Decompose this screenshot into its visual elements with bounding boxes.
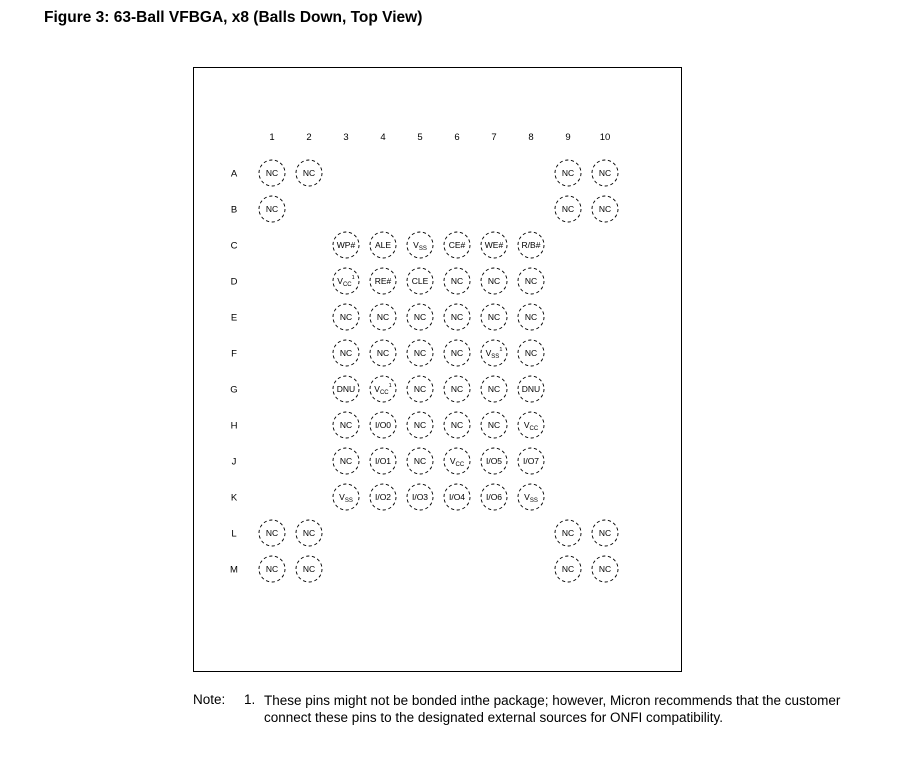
ball-outline (444, 448, 470, 474)
ball-label: NC (339, 456, 353, 467)
ball-label: $V_{CC}$ (449, 456, 465, 469)
ball-M1 (259, 556, 285, 582)
ball-E8 (518, 304, 544, 330)
ball-C5 (407, 232, 433, 258)
ball-L10 (592, 520, 618, 546)
ball-C8 (518, 232, 544, 258)
ball-H4 (370, 412, 396, 438)
ball-label: NC (265, 564, 279, 575)
ball-L1 (259, 520, 285, 546)
ball-label: NC (302, 528, 316, 539)
row-label-K: K (230, 492, 238, 504)
column-label-2: 2 (306, 132, 312, 143)
column-label-6: 6 (454, 132, 460, 143)
ball-K8 (518, 484, 544, 510)
ball-M10 (592, 556, 618, 582)
ball-label: DNU (521, 384, 541, 395)
ball-J6 (444, 448, 470, 474)
ball-G5 (407, 376, 433, 402)
ball-label: I/O1 (374, 456, 392, 467)
ball-H5 (407, 412, 433, 438)
column-label-7: 7 (491, 132, 497, 143)
ball-label: NC (450, 348, 464, 359)
ball-label: $V_{CC}^1$ (337, 275, 355, 289)
ball-label: I/O2 (374, 492, 392, 503)
column-label-4: 4 (380, 132, 386, 143)
ball-label: WE# (484, 240, 504, 251)
ball-G6 (444, 376, 470, 402)
ball-D4 (370, 268, 396, 294)
row-label-B: B (230, 204, 238, 216)
row-label-J: J (231, 456, 237, 468)
ball-C3 (333, 232, 359, 258)
ball-J7 (481, 448, 507, 474)
ball-A2 (296, 160, 322, 186)
note-text: These pins might not be bonded inthe package; however, Micron recommends that the customer connect these pins to the designated external sources for ONFI compatibility. (264, 693, 841, 725)
ball-L9 (555, 520, 581, 546)
ball-E4 (370, 304, 396, 330)
ball-label: NC (413, 348, 427, 359)
ball-label: NC (302, 168, 316, 179)
ball-label: NC (598, 204, 612, 215)
ball-K3 (333, 484, 359, 510)
ball-label: NC (450, 312, 464, 323)
row-label-E: E (230, 312, 238, 324)
ball-label: I/O6 (485, 492, 503, 503)
column-label-1: 1 (269, 132, 275, 143)
ball-G4 (370, 376, 396, 402)
ball-K7 (481, 484, 507, 510)
ball-label: ALE (374, 240, 392, 251)
ball-label: CLE (411, 276, 429, 287)
ball-F4 (370, 340, 396, 366)
ball-label: NC (450, 276, 464, 287)
ball-label: NC (487, 384, 501, 395)
ball-label: NC (413, 312, 427, 323)
ball-outline (407, 232, 433, 258)
ball-D7 (481, 268, 507, 294)
ball-G3 (333, 376, 359, 402)
ball-label: NC (450, 384, 464, 395)
ball-outline (333, 484, 359, 510)
ball-A1 (259, 160, 285, 186)
ball-D3 (333, 268, 359, 294)
ball-C4 (370, 232, 396, 258)
ball-label: NC (487, 312, 501, 323)
figure-title: Figure 3: 63-Ball VFBGA, x8 (Balls Down, Top View) (44, 9, 423, 26)
ball-F7 (481, 340, 507, 366)
ball-outline (518, 412, 544, 438)
ball-label: NC (487, 276, 501, 287)
ball-label: NC (265, 168, 279, 179)
ball-label: NC (339, 348, 353, 359)
ball-B9 (555, 196, 581, 222)
ball-label: CE# (448, 240, 466, 251)
ball-K5 (407, 484, 433, 510)
ball-C7 (481, 232, 507, 258)
ball-F5 (407, 340, 433, 366)
ball-label: $V_{SS}$ (413, 240, 427, 253)
ball-label: NC (598, 168, 612, 179)
ball-A9 (555, 160, 581, 186)
ball-E5 (407, 304, 433, 330)
ball-label: NC (265, 528, 279, 539)
ball-label: NC (339, 312, 353, 323)
ball-H8 (518, 412, 544, 438)
ball-label: NC (524, 312, 538, 323)
ball-label: DNU (336, 384, 356, 395)
ball-label: RE# (374, 276, 392, 287)
ball-label: NC (413, 384, 427, 395)
ball-label: NC (413, 420, 427, 431)
ball-H3 (333, 412, 359, 438)
ball-G8 (518, 376, 544, 402)
column-label-8: 8 (528, 132, 534, 143)
ball-J4 (370, 448, 396, 474)
ball-label: NC (487, 420, 501, 431)
ball-label: NC (561, 528, 575, 539)
ball-label: $V_{SS}^1$ (485, 347, 503, 361)
ball-label: NC (561, 564, 575, 575)
ball-B10 (592, 196, 618, 222)
ball-C6 (444, 232, 470, 258)
ball-label: I/O7 (522, 456, 540, 467)
ball-A10 (592, 160, 618, 186)
ball-label: I/O3 (411, 492, 429, 503)
ball-label: I/O4 (448, 492, 466, 503)
row-label-M: M (230, 564, 238, 576)
ball-K6 (444, 484, 470, 510)
ball-E3 (333, 304, 359, 330)
ball-label: R/B# (521, 240, 541, 251)
ball-H6 (444, 412, 470, 438)
ball-F3 (333, 340, 359, 366)
ball-G7 (481, 376, 507, 402)
ball-label: WP# (336, 240, 356, 251)
row-label-F: F (231, 348, 237, 360)
ball-label: NC (376, 348, 390, 359)
ball-label: NC (561, 168, 575, 179)
ball-label: NC (524, 348, 538, 359)
ball-M2 (296, 556, 322, 582)
ball-label: $V_{CC}^1$ (374, 383, 392, 397)
row-label-C: C (230, 240, 238, 252)
ball-label: NC (413, 456, 427, 467)
ball-F8 (518, 340, 544, 366)
ball-label: NC (524, 276, 538, 287)
ball-D8 (518, 268, 544, 294)
ball-D6 (444, 268, 470, 294)
ball-D5 (407, 268, 433, 294)
column-label-3: 3 (343, 132, 349, 143)
ball-H7 (481, 412, 507, 438)
column-label-5: 5 (417, 132, 423, 143)
ball-M9 (555, 556, 581, 582)
ball-label: $V_{SS}$ (339, 492, 353, 505)
ball-label: $V_{SS}$ (524, 492, 538, 505)
ball-label: NC (598, 564, 612, 575)
ball-F6 (444, 340, 470, 366)
note-number: 1. (244, 692, 256, 707)
ball-label: NC (302, 564, 316, 575)
row-label-H: H (230, 420, 238, 432)
ball-L2 (296, 520, 322, 546)
ball-label: NC (265, 204, 279, 215)
ball-label: NC (339, 420, 353, 431)
ball-J8 (518, 448, 544, 474)
row-label-G: G (230, 384, 238, 396)
ball-J5 (407, 448, 433, 474)
ball-label: I/O5 (485, 456, 503, 467)
row-label-L: L (231, 528, 237, 540)
ball-label: NC (598, 528, 612, 539)
ball-label: I/O0 (374, 420, 392, 431)
ball-E6 (444, 304, 470, 330)
ball-label: NC (561, 204, 575, 215)
column-label-9: 9 (565, 132, 571, 143)
ball-label: NC (376, 312, 390, 323)
ball-B1 (259, 196, 285, 222)
row-label-A: A (230, 168, 238, 180)
column-label-10: 10 (599, 132, 611, 143)
ball-label: $V_{CC}$ (523, 420, 539, 433)
ball-E7 (481, 304, 507, 330)
ball-label: NC (450, 420, 464, 431)
row-label-D: D (230, 276, 238, 288)
ball-J3 (333, 448, 359, 474)
ball-K4 (370, 484, 396, 510)
ball-outline (518, 484, 544, 510)
note-label: Note: (193, 692, 226, 707)
